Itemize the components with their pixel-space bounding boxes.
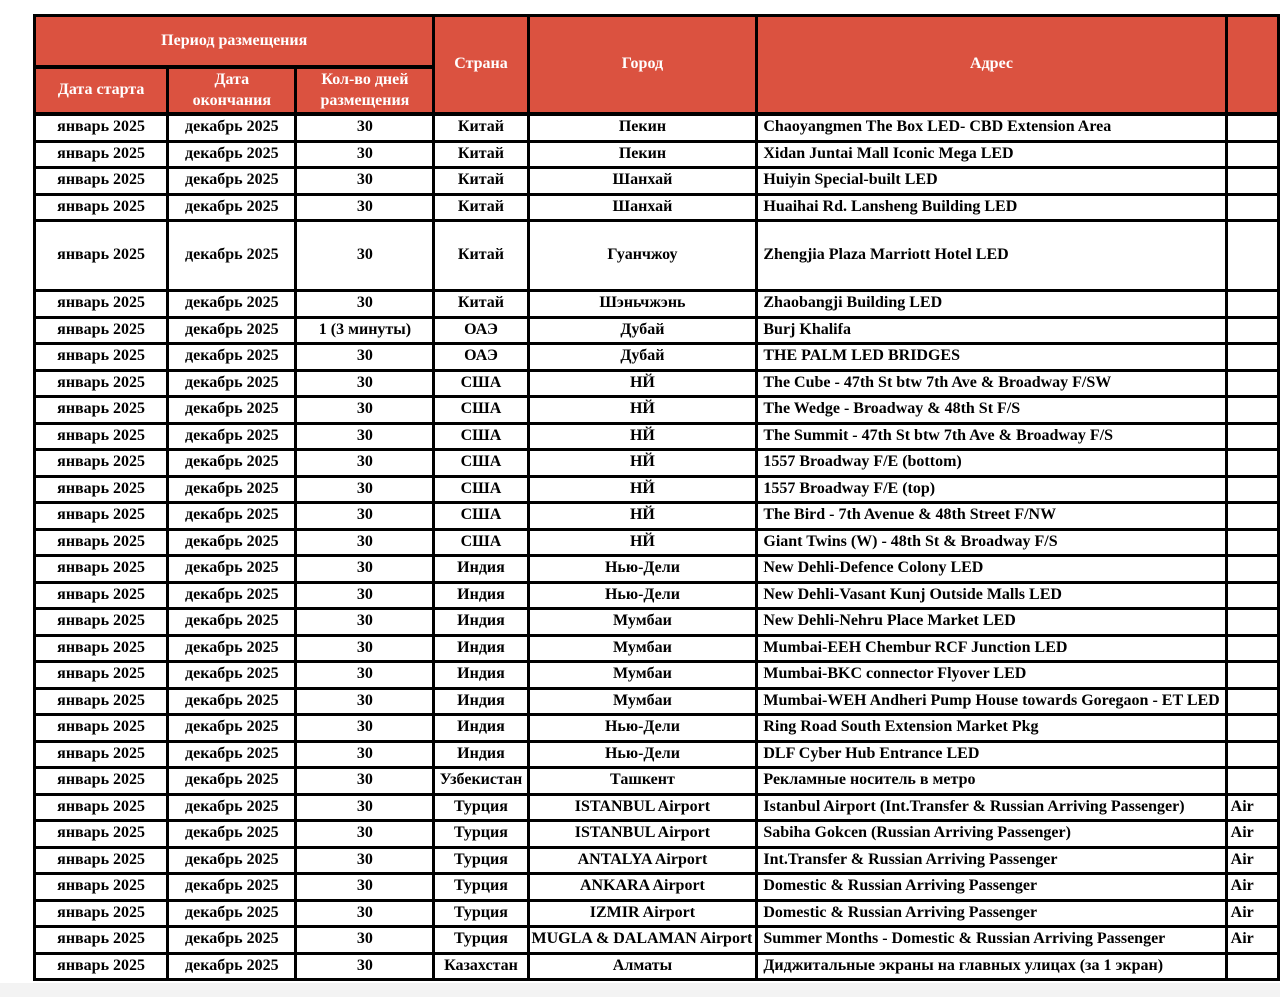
cell-country[interactable]: США [434,476,528,503]
cell-city[interactable]: Мумбаи [528,662,757,689]
cell-days[interactable]: 30 [296,609,434,636]
table-row [35,821,1279,848]
cell-end-date[interactable]: декабрь 2025 [168,529,296,556]
table-row [35,582,1279,609]
table-row [35,503,1279,530]
cell-city[interactable]: Шэньчжэнь [528,291,757,318]
cell-address[interactable]: Рекламные носитель в метро [757,768,1226,795]
cell-city[interactable]: Мумбаи [528,609,757,636]
cell-start-date[interactable]: январь 2025 [35,847,168,874]
cell-country[interactable]: Индия [434,715,528,742]
cell-start-date[interactable]: январь 2025 [35,291,168,318]
cell-extra[interactable] [1226,741,1278,768]
table-row [35,168,1279,195]
cell-address[interactable]: Domestic & Russian Arriving Passenger [757,900,1226,927]
cell-extra[interactable] [1226,688,1278,715]
cell-end-date[interactable]: декабрь 2025 [168,953,296,980]
cell-start-date[interactable]: январь 2025 [35,141,168,168]
cell-extra[interactable] [1226,221,1278,291]
cell-country[interactable]: ОАЭ [434,344,528,371]
table-row [35,450,1279,477]
header-period-group[interactable]: Период размещения [35,16,434,68]
cell-address[interactable]: Xidan Juntai Mall Iconic Mega LED [757,141,1226,168]
table-row [35,953,1279,980]
table-row [35,847,1279,874]
cell-country[interactable]: Индия [434,635,528,662]
table-row [35,476,1279,503]
cell-start-date[interactable]: январь 2025 [35,953,168,980]
cell-city[interactable]: НЙ [528,397,757,424]
cell-days[interactable]: 30 [296,821,434,848]
cell-days[interactable]: 30 [296,423,434,450]
header-address[interactable]: Адрес [757,16,1226,115]
cell-end-date[interactable]: декабрь 2025 [168,397,296,424]
table-row [35,370,1279,397]
cell-start-date[interactable]: январь 2025 [35,397,168,424]
cell-days[interactable]: 30 [296,900,434,927]
cell-extra[interactable] [1226,397,1278,424]
table-row [35,874,1279,901]
table-row [35,194,1279,221]
cell-days[interactable]: 30 [296,141,434,168]
cell-city[interactable]: НЙ [528,370,757,397]
cell-address[interactable]: Диджитальные экраны на главных улицах (за 1 экран) [757,953,1226,980]
cell-address[interactable]: Zhengjia Plaza Marriott Hotel LED [757,221,1226,291]
cell-days[interactable]: 30 [296,344,434,371]
table-body [35,114,1279,980]
cell-country[interactable]: Турция [434,927,528,954]
cell-start-date[interactable]: январь 2025 [35,927,168,954]
cell-address[interactable]: 1557 Broadway F/E (bottom) [757,450,1226,477]
cell-days[interactable]: 30 [296,529,434,556]
cell-extra[interactable]: Air [1226,794,1278,821]
cell-address[interactable]: Giant Twins (W) - 48th St & Broadway F/S [757,529,1226,556]
cell-extra[interactable] [1226,370,1278,397]
cell-start-date[interactable]: январь 2025 [35,741,168,768]
cell-country[interactable]: Турция [434,821,528,848]
cell-start-date[interactable]: январь 2025 [35,194,168,221]
cell-days[interactable]: 30 [296,221,434,291]
cell-city[interactable]: Дубай [528,317,757,344]
cell-end-date[interactable]: декабрь 2025 [168,715,296,742]
cell-end-date[interactable]: декабрь 2025 [168,194,296,221]
cell-start-date[interactable]: январь 2025 [35,688,168,715]
cell-address[interactable]: New Dehli-Vasant Kunj Outside Malls LED [757,582,1226,609]
cell-city[interactable]: IZMIR Airport [528,900,757,927]
cell-city[interactable]: Гуанчжоу [528,221,757,291]
cell-city[interactable]: НЙ [528,450,757,477]
cell-start-date[interactable]: январь 2025 [35,768,168,795]
cell-city[interactable]: Пекин [528,141,757,168]
cell-end-date[interactable]: декабрь 2025 [168,476,296,503]
cell-extra[interactable] [1226,194,1278,221]
cell-days[interactable]: 30 [296,635,434,662]
table-row [35,688,1279,715]
cell-start-date[interactable]: январь 2025 [35,423,168,450]
cell-city[interactable]: Нью-Дели [528,582,757,609]
cell-end-date[interactable]: декабрь 2025 [168,503,296,530]
cell-start-date[interactable]: январь 2025 [35,609,168,636]
header-end-date-label: Дата окончания [192,70,271,109]
cell-days[interactable]: 1 (3 минуты) [296,317,434,344]
cell-address[interactable]: Zhaobangji Building LED [757,291,1226,318]
table-row [35,556,1279,583]
cell-days[interactable]: 30 [296,847,434,874]
table-row [35,344,1279,371]
cell-city[interactable]: Шанхай [528,194,757,221]
cell-country[interactable]: ОАЭ [434,317,528,344]
cell-country[interactable]: Индия [434,662,528,689]
cell-country[interactable]: США [434,450,528,477]
cell-country[interactable]: Китай [434,221,528,291]
cell-address[interactable]: Int.Transfer & Russian Arriving Passenger [757,847,1226,874]
cell-extra[interactable] [1226,141,1278,168]
cell-address[interactable]: New Dehli-Defence Colony LED [757,556,1226,583]
table-row [35,741,1279,768]
cell-city[interactable]: НЙ [528,529,757,556]
cell-country[interactable]: Китай [434,141,528,168]
table-row [35,397,1279,424]
header-days[interactable]: Кол-во дней размещения [296,67,434,114]
cell-end-date[interactable]: декабрь 2025 [168,582,296,609]
cell-address[interactable]: Summer Months - Domestic & Russian Arriving Passenger [757,927,1226,954]
cell-address[interactable]: 1557 Broadway F/E (top) [757,476,1226,503]
cell-extra[interactable]: Air [1226,847,1278,874]
cell-address[interactable]: THE PALM LED BRIDGES [757,344,1226,371]
cell-days[interactable]: 30 [296,450,434,477]
cell-end-date[interactable]: декабрь 2025 [168,609,296,636]
cell-days[interactable]: 30 [296,953,434,980]
table-row [35,662,1279,689]
cell-city[interactable]: НЙ [528,503,757,530]
cell-extra[interactable] [1226,662,1278,689]
cell-country[interactable]: США [434,503,528,530]
table-row [35,221,1279,291]
cell-city[interactable]: НЙ [528,476,757,503]
cell-address[interactable]: The Cube - 47th St btw 7th Ave & Broadway F/SW [757,370,1226,397]
page-margin-strip [0,983,1280,997]
cell-address[interactable]: Huiyin Special-built LED [757,168,1226,195]
cell-address[interactable]: Mumbai-BKC connector Flyover LED [757,662,1226,689]
cell-end-date[interactable]: декабрь 2025 [168,141,296,168]
cell-end-date[interactable]: декабрь 2025 [168,900,296,927]
cell-start-date[interactable]: январь 2025 [35,317,168,344]
cell-address[interactable]: The Summit - 47th St btw 7th Ave & Broadway F/S [757,423,1226,450]
table-row [35,291,1279,318]
cell-days[interactable]: 30 [296,503,434,530]
cell-extra[interactable] [1226,635,1278,662]
cell-extra[interactable] [1226,715,1278,742]
cell-days[interactable]: 30 [296,874,434,901]
cell-address[interactable]: Mumbai-WEH Andheri Pump House towards Goregaon - ET LED [757,688,1226,715]
cell-city[interactable]: Нью-Дели [528,556,757,583]
table-row [35,609,1279,636]
cell-days[interactable]: 30 [296,688,434,715]
header-end-date[interactable] [168,67,296,114]
cell-country[interactable]: США [434,370,528,397]
cell-address[interactable]: Istanbul Airport (Int.Transfer & Russian Arriving Passenger) [757,794,1226,821]
cell-end-date[interactable]: декабрь 2025 [168,927,296,954]
cell-extra[interactable]: Air [1226,821,1278,848]
cell-extra[interactable] [1226,503,1278,530]
cell-city[interactable]: НЙ [528,423,757,450]
cell-start-date[interactable]: январь 2025 [35,715,168,742]
cell-extra[interactable] [1226,609,1278,636]
cell-city[interactable]: Мумбаи [528,688,757,715]
cell-end-date[interactable]: декабрь 2025 [168,688,296,715]
cell-days[interactable]: 30 [296,291,434,318]
cell-days[interactable]: 30 [296,741,434,768]
cell-days[interactable]: 30 [296,370,434,397]
table-row [35,114,1279,141]
table-header [35,16,1279,115]
cell-city[interactable]: Нью-Дели [528,715,757,742]
cell-extra[interactable] [1226,768,1278,795]
cell-city[interactable]: ISTANBUL Airport [528,821,757,848]
cell-city[interactable]: Шанхай [528,168,757,195]
cell-address[interactable]: Huaihai Rd. Lansheng Building LED [757,194,1226,221]
cell-end-date[interactable]: декабрь 2025 [168,662,296,689]
cell-start-date[interactable]: январь 2025 [35,821,168,848]
table-row [35,927,1279,954]
cell-extra[interactable] [1226,291,1278,318]
cell-city[interactable]: Алматы [528,953,757,980]
cell-address[interactable]: Chaoyangmen The Box LED- CBD Extension Area [757,114,1226,141]
cell-end-date[interactable]: декабрь 2025 [168,741,296,768]
cell-days[interactable]: 30 [296,794,434,821]
cell-country[interactable]: США [434,529,528,556]
table-row [35,715,1279,742]
table-row [35,423,1279,450]
cell-extra[interactable] [1226,450,1278,477]
table-row [35,768,1279,795]
cell-country[interactable]: Индия [434,741,528,768]
cell-start-date[interactable]: январь 2025 [35,662,168,689]
cell-days[interactable]: 30 [296,114,434,141]
placement-table [33,14,1280,981]
cell-extra[interactable] [1226,529,1278,556]
cell-city[interactable]: MUGLA & DALAMAN Airport [528,927,757,954]
cell-city[interactable]: Дубай [528,344,757,371]
cell-start-date[interactable]: январь 2025 [35,450,168,477]
cell-end-date[interactable]: декабрь 2025 [168,221,296,291]
table-row [35,317,1279,344]
cell-end-date[interactable]: декабрь 2025 [168,344,296,371]
cell-start-date[interactable]: январь 2025 [35,221,168,291]
cell-city[interactable]: ANKARA Airport [528,874,757,901]
cell-address[interactable]: Ring Road South Extension Market Pkg [757,715,1226,742]
cell-extra[interactable] [1226,344,1278,371]
cell-country[interactable]: Турция [434,794,528,821]
cell-end-date[interactable]: декабрь 2025 [168,847,296,874]
cell-country[interactable]: Китай [434,194,528,221]
cell-start-date[interactable]: январь 2025 [35,114,168,141]
cell-extra[interactable] [1226,476,1278,503]
cell-country[interactable]: Китай [434,114,528,141]
cell-end-date[interactable]: декабрь 2025 [168,370,296,397]
cell-city[interactable]: Ташкент [528,768,757,795]
cell-days[interactable]: 30 [296,662,434,689]
cell-start-date[interactable]: январь 2025 [35,503,168,530]
cell-country[interactable]: Индия [434,582,528,609]
cell-country[interactable]: Турция [434,874,528,901]
header-country[interactable]: Страна [434,16,528,115]
cell-country[interactable]: Турция [434,847,528,874]
cell-city[interactable]: Нью-Дели [528,741,757,768]
cell-extra[interactable]: Air [1226,874,1278,901]
cell-start-date[interactable]: январь 2025 [35,168,168,195]
cell-country[interactable]: Индия [434,609,528,636]
cell-start-date[interactable]: январь 2025 [35,344,168,371]
cell-days[interactable]: 30 [296,168,434,195]
cell-address[interactable]: The Bird - 7th Avenue & 48th Street F/NW [757,503,1226,530]
cell-extra[interactable] [1226,168,1278,195]
cell-end-date[interactable]: декабрь 2025 [168,450,296,477]
cell-end-date[interactable]: декабрь 2025 [168,114,296,141]
cell-start-date[interactable]: январь 2025 [35,874,168,901]
cell-end-date[interactable]: декабрь 2025 [168,317,296,344]
cell-start-date[interactable]: январь 2025 [35,476,168,503]
table-row [35,529,1279,556]
cell-country[interactable]: Индия [434,556,528,583]
cell-start-date[interactable]: январь 2025 [35,556,168,583]
cell-extra[interactable] [1226,317,1278,344]
cell-end-date[interactable]: декабрь 2025 [168,556,296,583]
cell-city[interactable]: Мумбаи [528,635,757,662]
table-row [35,900,1279,927]
cell-country[interactable]: США [434,423,528,450]
table-row [35,635,1279,662]
cell-country[interactable]: Казахстан [434,953,528,980]
cell-start-date[interactable]: январь 2025 [35,900,168,927]
cell-address[interactable]: The Wedge - Broadway & 48th St F/S [757,397,1226,424]
cell-end-date[interactable]: декабрь 2025 [168,794,296,821]
cell-extra[interactable] [1226,114,1278,141]
cell-days[interactable]: 30 [296,715,434,742]
table-row [35,141,1279,168]
cell-extra[interactable]: Air [1226,900,1278,927]
cell-country[interactable]: Индия [434,688,528,715]
cell-end-date[interactable]: декабрь 2025 [168,821,296,848]
cell-end-date[interactable]: декабрь 2025 [168,768,296,795]
cell-extra[interactable]: Air [1226,927,1278,954]
cell-start-date[interactable]: январь 2025 [35,529,168,556]
cell-days[interactable]: 30 [296,556,434,583]
header-start-date[interactable]: Дата старта [35,67,168,114]
cell-start-date[interactable]: январь 2025 [35,582,168,609]
cell-days[interactable]: 30 [296,582,434,609]
cell-country[interactable]: Китай [434,291,528,318]
cell-end-date[interactable]: декабрь 2025 [168,874,296,901]
cell-country[interactable]: Турция [434,900,528,927]
cell-address[interactable]: Sabiha Gokcen (Russian Arriving Passenger) [757,821,1226,848]
cell-days[interactable]: 30 [296,194,434,221]
header-extra[interactable] [1226,16,1278,115]
cell-extra[interactable] [1226,556,1278,583]
cell-days[interactable]: 30 [296,476,434,503]
cell-start-date[interactable]: январь 2025 [35,794,168,821]
cell-days[interactable]: 30 [296,397,434,424]
header-city[interactable]: Город [528,16,757,115]
cell-city[interactable]: ANTALYA Airport [528,847,757,874]
cell-start-date[interactable]: январь 2025 [35,370,168,397]
cell-address[interactable]: Burj Khalifa [757,317,1226,344]
cell-country[interactable]: Узбекистан [434,768,528,795]
cell-country[interactable]: США [434,397,528,424]
cell-end-date[interactable]: декабрь 2025 [168,168,296,195]
cell-extra[interactable] [1226,423,1278,450]
cell-days[interactable]: 30 [296,768,434,795]
cell-start-date[interactable]: январь 2025 [35,635,168,662]
cell-extra[interactable] [1226,582,1278,609]
cell-address[interactable]: Domestic & Russian Arriving Passenger [757,874,1226,901]
cell-end-date[interactable]: декабрь 2025 [168,423,296,450]
table-row [35,794,1279,821]
cell-address[interactable]: DLF Cyber Hub Entrance LED [757,741,1226,768]
cell-city[interactable]: Пекин [528,114,757,141]
cell-address[interactable]: Mumbai-EEH Chembur RCF Junction LED [757,635,1226,662]
cell-address[interactable]: New Dehli-Nehru Place Market LED [757,609,1226,636]
cell-end-date[interactable]: декабрь 2025 [168,291,296,318]
cell-city[interactable]: ISTANBUL Airport [528,794,757,821]
cell-days[interactable]: 30 [296,927,434,954]
cell-country[interactable]: Китай [434,168,528,195]
cell-end-date[interactable]: декабрь 2025 [168,635,296,662]
cell-extra[interactable] [1226,953,1278,980]
